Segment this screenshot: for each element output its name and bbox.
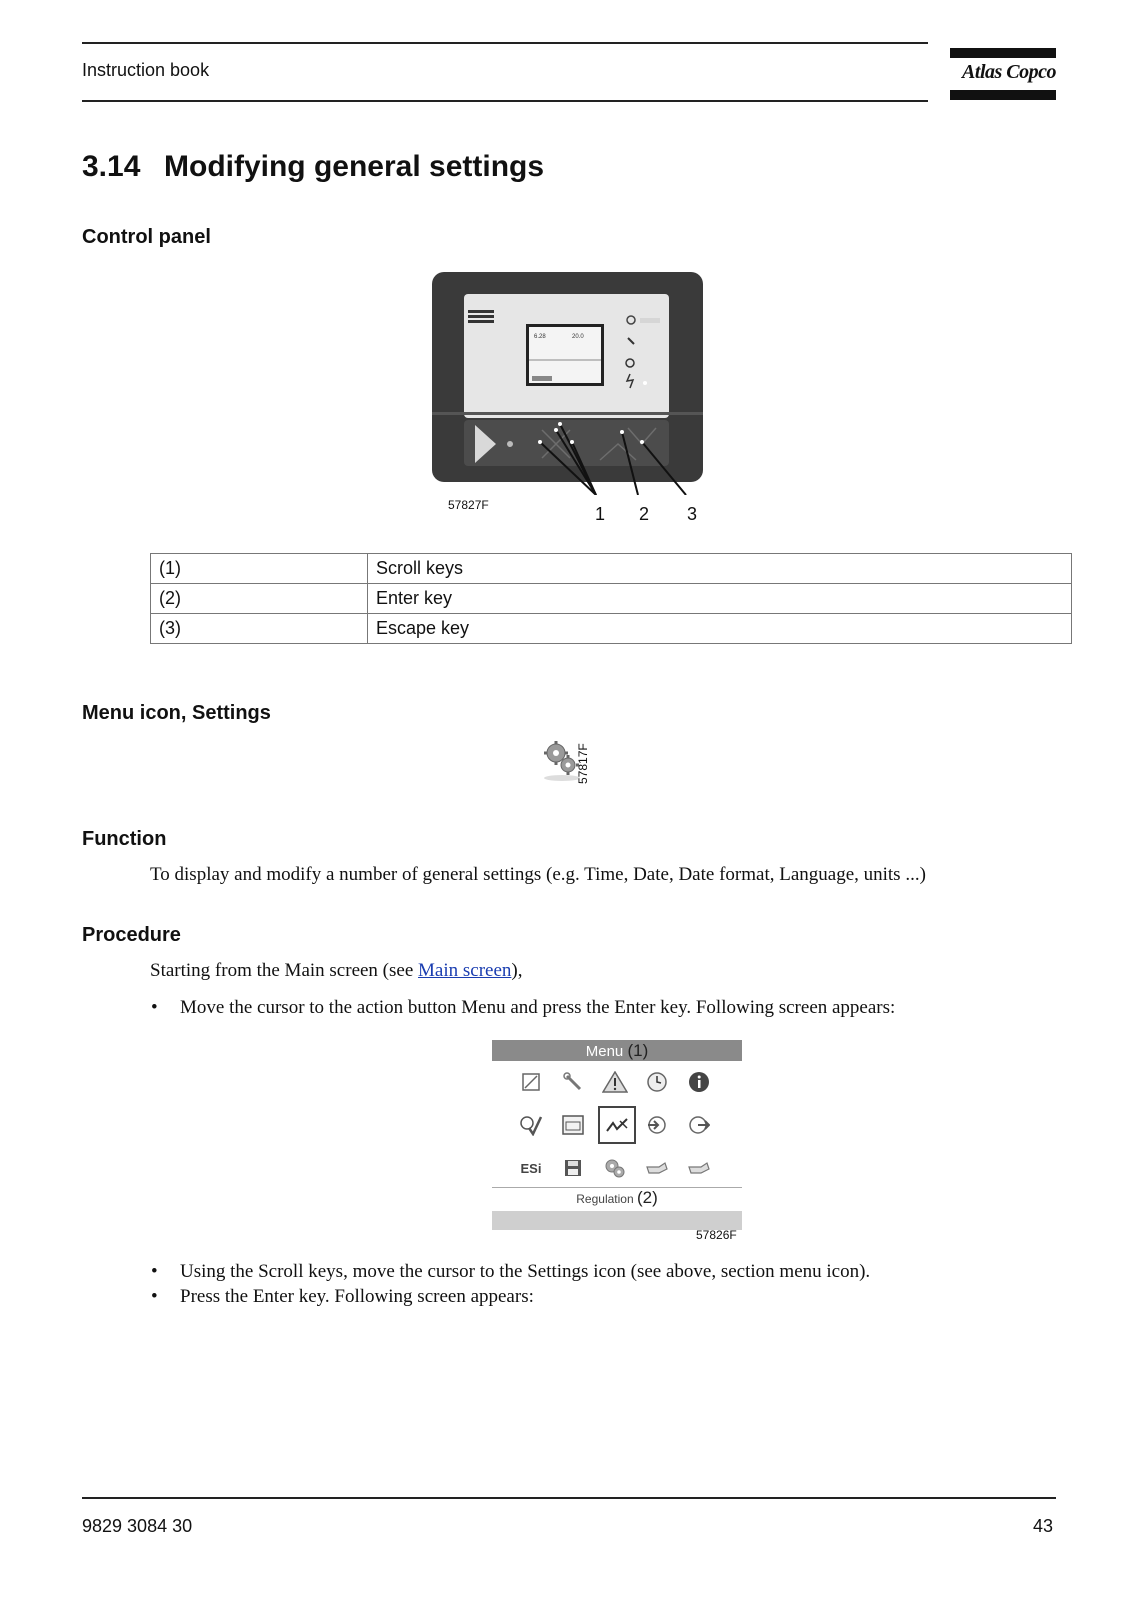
- table-cell-ref: (3): [151, 614, 368, 644]
- table-row: [151, 554, 1072, 584]
- key-legend-table: [150, 553, 1072, 644]
- procedure-intro: [150, 960, 523, 982]
- callout-1: 1: [595, 504, 606, 524]
- control-panel-image: [430, 270, 705, 495]
- figure-code-control-panel: 57827F: [448, 498, 489, 512]
- hand-right-icon: [682, 1151, 716, 1185]
- control-panel-heading: Control panel: [82, 226, 211, 248]
- menu-screen-title-bar: [492, 1040, 742, 1061]
- procedure-intro-suffix: ),: [511, 960, 523, 981]
- display-reading-1: 6.28: [534, 334, 546, 340]
- check-icon: [514, 1108, 548, 1142]
- info-icon: [682, 1065, 716, 1099]
- arrow-out-icon: [682, 1108, 716, 1142]
- table-row: [151, 614, 1072, 644]
- menu-screen-image: [492, 1040, 742, 1230]
- main-screen-link[interactable]: Main screen: [418, 960, 512, 981]
- running-header-title: Instruction book: [82, 60, 210, 80]
- save-disk-icon: [556, 1151, 590, 1185]
- section-heading: [82, 150, 544, 184]
- section-number: 3.14: [82, 150, 141, 183]
- clock-icon: [640, 1065, 674, 1099]
- header-top-rule: [82, 42, 928, 44]
- bullet-marker: •: [151, 997, 158, 1018]
- procedure-intro-prefix: Starting from the Main screen (see: [150, 960, 419, 981]
- figure-code-settings-icon: 57817F: [576, 743, 590, 784]
- function-heading: Function: [82, 828, 167, 850]
- function-text: To display and modify a number of general settings (e.g. Time, Date, Date format, Language, units ...): [150, 864, 926, 885]
- table-cell-ref: (1): [151, 554, 368, 584]
- arrow-in-icon: [640, 1108, 674, 1142]
- table-cell-label: Escape key: [368, 614, 1072, 644]
- menu-icon-heading: Menu icon, Settings: [82, 702, 271, 724]
- atlas-copco-logo: [950, 48, 1056, 100]
- warning-icon: [598, 1065, 632, 1099]
- page-number: 43: [1033, 1516, 1054, 1536]
- callout-2: 2: [639, 504, 650, 524]
- menu-title-callout: (1): [627, 1041, 649, 1060]
- table-cell-label: Scroll keys: [368, 554, 1072, 584]
- display-reading-2: 20.0: [572, 334, 584, 340]
- bullet-marker: •: [151, 1261, 158, 1282]
- callout-3: 3: [687, 504, 698, 524]
- service-wrench-icon: [556, 1065, 590, 1099]
- brand-wordmark: Atlas Copco: [962, 61, 1056, 83]
- regulation-icon: [600, 1108, 634, 1142]
- figure-code-menu-screen: 57826F: [696, 1228, 737, 1242]
- menu-footer-label: Regulation: [576, 1192, 634, 1206]
- procedure-step-2: Using the Scroll keys, move the cursor to the Settings icon (see above, section menu icon).: [180, 1261, 871, 1282]
- bullet-marker: •: [151, 1286, 158, 1307]
- table-cell-label: Enter key: [368, 584, 1072, 614]
- menu-footer-callout: (2): [636, 1188, 658, 1207]
- header-bottom-rule: [82, 100, 928, 102]
- table-row: [151, 584, 1072, 614]
- document-number: 9829 3084 30: [82, 1516, 193, 1536]
- section-title: Modifying general settings: [164, 150, 545, 183]
- procedure-step-1: Move the cursor to the action button Menu and press the Enter key. Following screen appears:: [180, 997, 896, 1018]
- hand-left-icon: [640, 1151, 674, 1185]
- table-cell-ref: (2): [151, 584, 368, 614]
- menu-screen-footer: [492, 1187, 742, 1210]
- procedure-heading: Procedure: [82, 924, 181, 946]
- esi-icon: ESi: [520, 1160, 542, 1176]
- counters-icon: [556, 1108, 590, 1142]
- inputs-icon: [514, 1065, 548, 1099]
- menu-screen-title: Menu: [585, 1043, 624, 1060]
- settings-gears-icon: [598, 1151, 632, 1185]
- procedure-step-3: Press the Enter key. Following screen appears:: [180, 1286, 534, 1307]
- footer-rule: [82, 1497, 1056, 1499]
